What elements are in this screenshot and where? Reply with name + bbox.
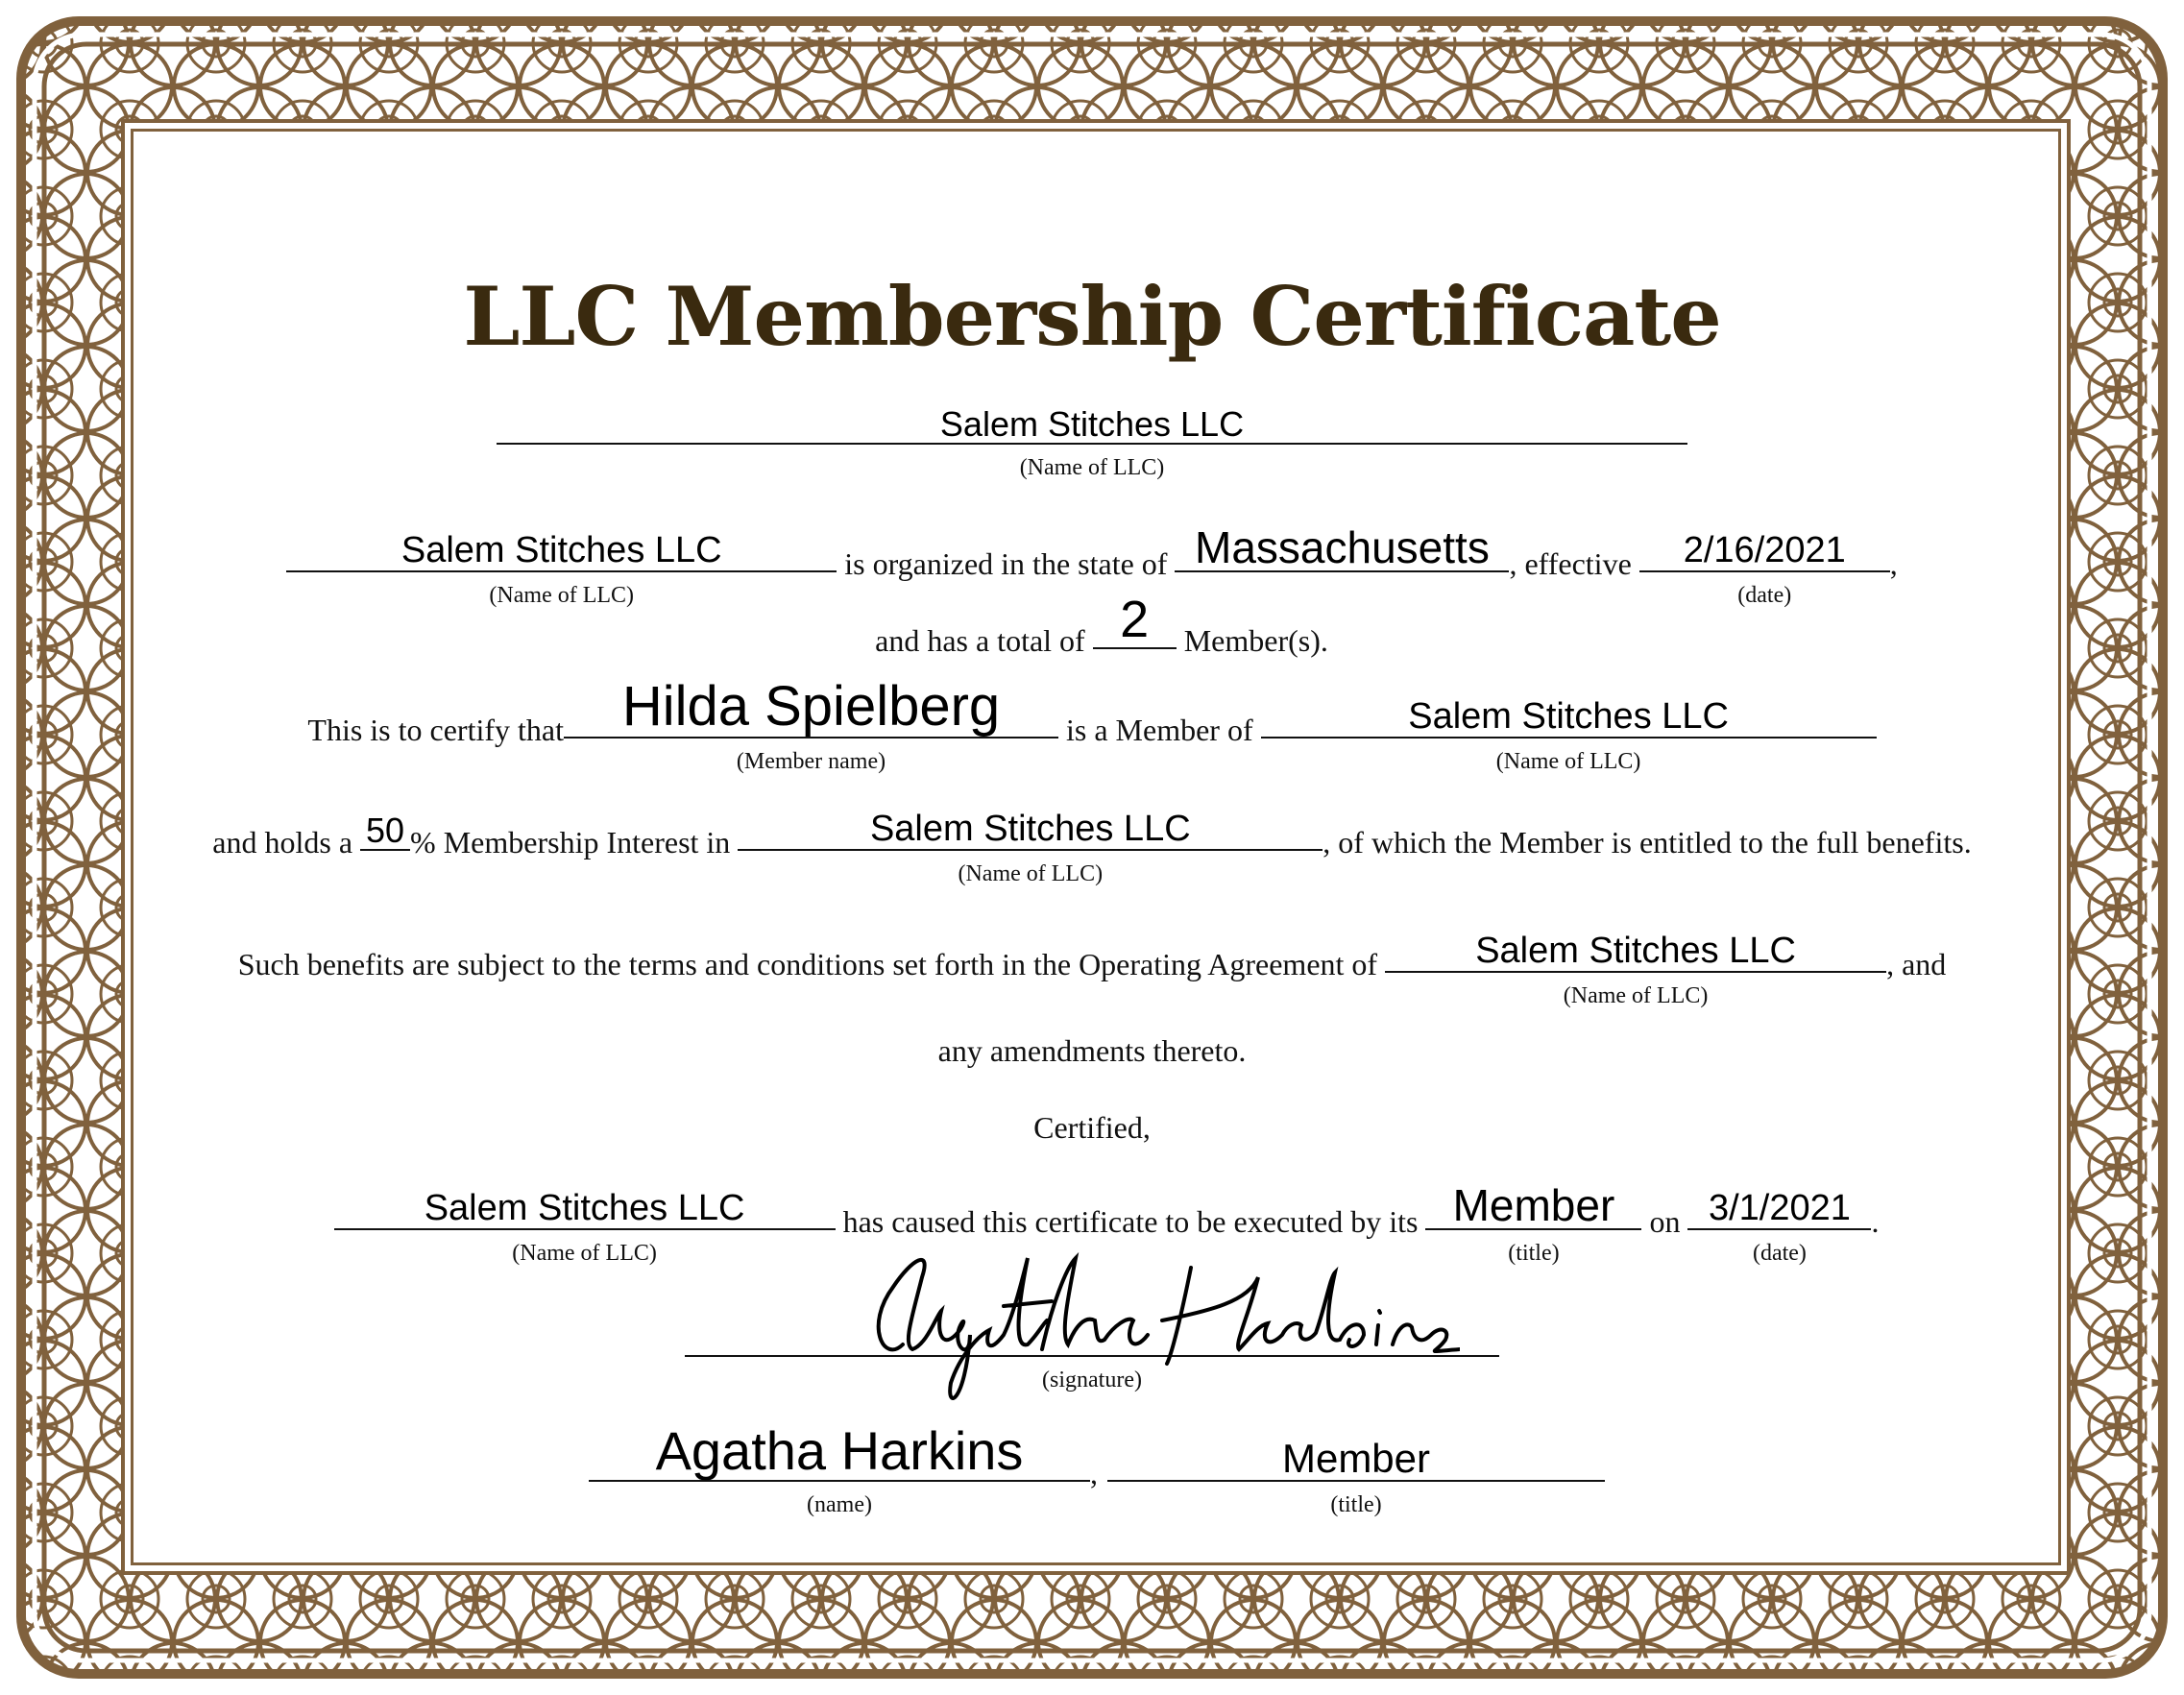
comma: ,	[1090, 1456, 1098, 1490]
certificate-title: LLC Membership Certificate	[463, 269, 1721, 364]
execution-text: has caused this certificate to be executed by its	[835, 1204, 1426, 1239]
member-count-field	[1093, 593, 1177, 649]
signer-name-field	[589, 1420, 1090, 1517]
name-of-llc-label: (Name of LLC)	[1563, 983, 1709, 1008]
state-value: Massachusetts	[1195, 521, 1490, 572]
effective-date-field	[1639, 530, 1890, 608]
organized-text: is organized in the state of	[837, 546, 1176, 581]
certify-text: This is to certify that	[307, 713, 564, 747]
signature-label: (signature)	[1042, 1368, 1142, 1392]
signer-title-field	[1107, 1435, 1605, 1517]
benefits-row	[0, 893, 2184, 1008]
benefits-entitled-text: , of which the Member is entitled to the full benefits.	[1323, 825, 1972, 860]
member-name-value: Hilda Spielberg	[621, 675, 1001, 739]
comma: ,	[1889, 546, 1898, 581]
certified-row	[0, 1056, 2184, 1143]
member-name-field	[564, 675, 1058, 774]
certified-text: Certified,	[1033, 1110, 1151, 1145]
execution-llc-field	[334, 1188, 836, 1266]
member-count-text: and has a total of	[875, 623, 1093, 658]
execution-llc-value: Salem Stitches LLC	[424, 1188, 745, 1229]
membership-interest-text: % Membership Interest in	[410, 825, 739, 860]
on-text: on	[1641, 1204, 1688, 1239]
name-of-llc-label: (Name of LLC)	[1019, 455, 1165, 480]
member-count-row	[0, 569, 2184, 656]
date-label: (date)	[1737, 583, 1792, 608]
interest-row	[0, 771, 2184, 886]
amendments-row	[0, 980, 2184, 1066]
certify-row	[0, 659, 2184, 774]
member-of-text: is a Member of	[1058, 713, 1261, 747]
name-label: (name)	[807, 1492, 872, 1517]
certify-llc-field	[1261, 696, 1877, 774]
member-name-label: (Member name)	[736, 749, 886, 774]
name-of-llc-label: (Name of LLC)	[958, 861, 1104, 886]
period: .	[1871, 1204, 1880, 1239]
signer-name-value: Agatha Harkins	[655, 1420, 1024, 1482]
execution-date-value: 3/1/2021	[1708, 1188, 1851, 1229]
executor-title-value: Member	[1452, 1179, 1615, 1230]
name-of-llc-label: (Name of LLC)	[1495, 749, 1641, 774]
agreement-llc-field	[1385, 931, 1886, 1008]
signer-row	[0, 1402, 2184, 1517]
agreement-llc-value: Salem Stitches LLC	[1475, 931, 1796, 972]
effective-date-value: 2/16/2021	[1683, 530, 1846, 571]
effective-text: , effective	[1509, 546, 1639, 581]
title-label: (title)	[1508, 1241, 1560, 1266]
percent-field	[360, 812, 410, 851]
benefits-text: Such benefits are subject to the terms and conditions set forth in the Operating Agreement of	[237, 947, 1386, 981]
name-of-llc-label: (Name of LLC)	[489, 583, 635, 608]
organized-llc-field	[286, 530, 837, 608]
certify-llc-value: Salem Stitches LLC	[1408, 696, 1729, 738]
member-count-value: 2	[1120, 591, 1150, 649]
members-suffix-text: Member(s).	[1176, 623, 1328, 658]
name-of-llc-label: (Name of LLC)	[512, 1241, 657, 1266]
header-llc-value: Salem Stitches LLC	[939, 404, 1245, 445]
handwritten-signature	[845, 1220, 1460, 1412]
organized-row	[0, 493, 2184, 608]
interest-text: and holds a	[212, 825, 361, 860]
signer-title-value: Member	[1281, 1435, 1431, 1481]
and-text: , and	[1886, 947, 1947, 981]
title-label: (title)	[1330, 1492, 1382, 1517]
header-llc-row	[0, 365, 2184, 480]
date-label: (date)	[1752, 1241, 1807, 1266]
interest-llc-value: Salem Stitches LLC	[869, 809, 1191, 850]
organized-llc-value: Salem Stitches LLC	[400, 530, 722, 571]
percent-value: 50	[366, 811, 405, 851]
state-field	[1175, 521, 1509, 572]
interest-llc-field	[738, 809, 1323, 886]
execution-date-field	[1687, 1188, 1871, 1266]
header-llc-field	[497, 404, 1687, 480]
amendments-text: any amendments thereto.	[937, 1033, 1247, 1068]
